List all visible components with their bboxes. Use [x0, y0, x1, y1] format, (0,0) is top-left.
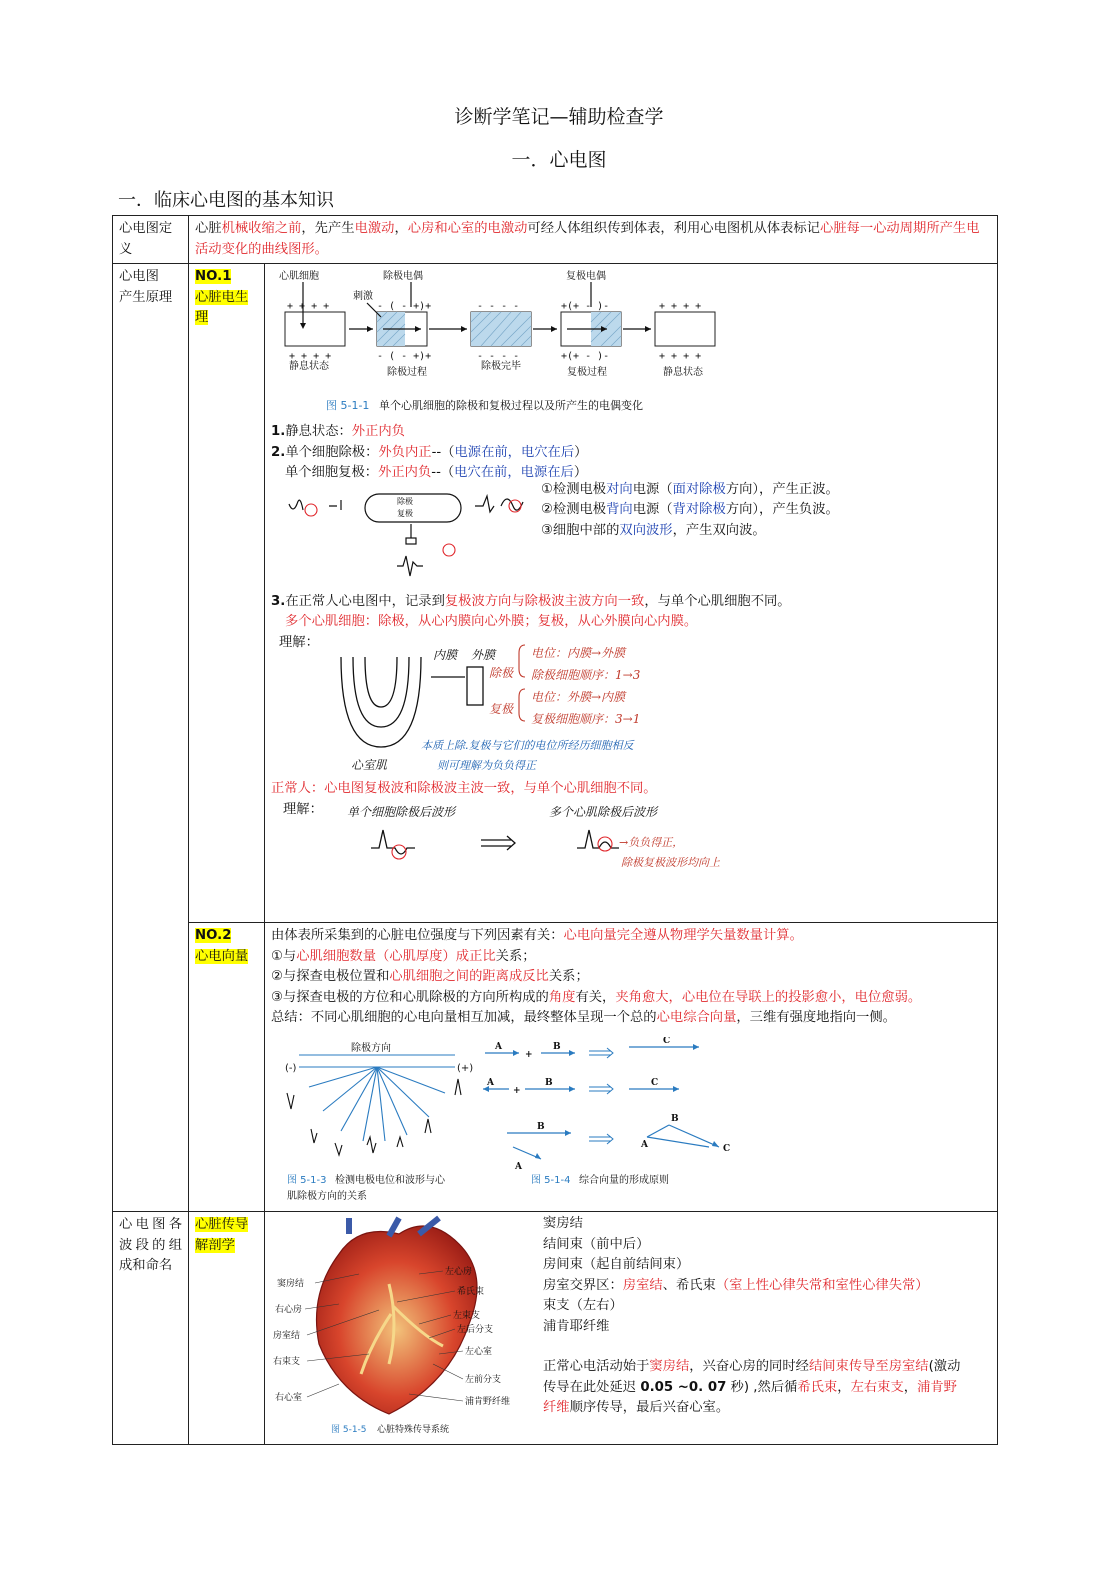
no2-content: [265, 923, 998, 1212]
fig3-pos: (+): [457, 1062, 474, 1074]
understand-label-1: 理解：: [279, 634, 319, 650]
vec-a1: A: [495, 1041, 502, 1052]
svg-text:+(+ - )-: +(+ - )-: [561, 351, 610, 362]
hand2-n2: 除极复极波形均向上: [621, 856, 720, 869]
heart-lpf: 左后分支: [457, 1325, 494, 1335]
definition-row: [113, 216, 998, 264]
vec-b4: B: [671, 1113, 679, 1124]
fig2-rep-label: 复极: [397, 508, 413, 518]
hand2-n1: →负负得正，: [619, 836, 684, 849]
fig3-dir: 除极方向: [351, 1042, 391, 1054]
fig1-caption-num: 图 5-1-1: [326, 399, 370, 412]
conduction-item-av: 房室交界区：房室结、希氏束（室上性心律失常和室性心律失常）: [543, 1277, 929, 1293]
conduction-item-sa: 窦房结: [543, 1216, 583, 1231]
conduction-text: [543, 1214, 961, 1419]
electrode-block: [271, 481, 991, 584]
hand-rep: 复极: [489, 702, 514, 716]
vector-figure: [279, 1037, 759, 1207]
vec-a3: A: [515, 1161, 522, 1172]
conduction-item-purkinje: 浦肯耶纤维: [543, 1318, 610, 1334]
fig1-label-cell: 心肌细胞: [279, 271, 319, 282]
fig3-cap1: 检测电极电位和波形与心: [335, 1174, 445, 1186]
chapter-title: 一．心电图: [511, 149, 607, 171]
vector-intro: 由体表所采集到的心脏电位强度与下列因素有关：心电向量完全遵从物理学矢量数量计算。: [271, 928, 803, 943]
fig3-cap2: 综合向量的形成原则: [579, 1174, 669, 1186]
conduction-item-bundle: 束支（左右）: [543, 1298, 623, 1313]
electrode-item-3: ③细胞中部的双向波形，产生双向波。: [541, 522, 766, 538]
vector-factor-2: ②与探查电极位置和心肌细胞之间的距离成反比关系；: [271, 969, 589, 984]
hand-r1: 电位：外膜→内膜: [531, 690, 626, 704]
heart-la: 左心房: [445, 1267, 473, 1277]
hand-inner: 内膜: [433, 648, 458, 662]
no2-cell: [189, 923, 265, 1212]
vec-b1: B: [553, 1041, 561, 1052]
no1-tag: NO.1: [195, 269, 232, 284]
svg-text:+ + + +: + + + +: [659, 301, 702, 312]
svg-text:- - - -: - - - -: [477, 301, 520, 312]
notes-table: [112, 215, 998, 1445]
conduction-summary: 正常心电活动始于窦房结，兴奋心房的同时经结间束传导至房室结(激动传导在此处延迟 0.05 ~0. 07 秒) ,然后循希氏束，左右束支，浦肯野纤维顺序传导，最后兴奋心室。: [543, 1359, 961, 1415]
vec-plus1: +: [525, 1049, 533, 1060]
vec-c4: C: [723, 1143, 731, 1154]
heart-rv: 右心室: [275, 1393, 303, 1403]
heart-av-node: 房室结: [273, 1331, 301, 1341]
vec-plus2: +: [513, 1085, 521, 1096]
conduction-content: [265, 1212, 998, 1445]
point-3: 3.在正常人心电图中，记录到复极波方向与除极波主波方向一致，与单个心肌细胞不同。: [271, 593, 791, 609]
hand-outer: 外膜: [471, 648, 496, 662]
electrode-items: [541, 480, 871, 542]
fig3-neg: (-): [285, 1062, 297, 1074]
heart-figure: [269, 1214, 529, 1438]
section-heading: 一．临床心电图的基本知识: [118, 190, 334, 211]
hand-note-1: 本质上除.复极与它们的电位所经历细胞相反: [421, 739, 634, 752]
handwritten-figure-2: [341, 802, 801, 874]
no1-content: [265, 264, 998, 923]
fig1-label-dep-dipole: 除极电偶: [383, 271, 423, 282]
svg-text:- ( - +)+: - ( - +)+: [377, 301, 432, 312]
principle-row-2: [113, 923, 998, 1212]
fig1-label-rest1: 静息状态: [289, 361, 329, 372]
no2-tag: NO.2: [195, 928, 232, 943]
fig3-cap1-num: 图 5-1-3: [287, 1174, 327, 1186]
fig1-label-rep-dipole: 复极电偶: [566, 271, 606, 282]
electrode-item-1: ①检测电极对向电源（面对除极方向），产生正波。: [541, 481, 839, 497]
vec-b2: B: [545, 1077, 553, 1088]
waves-label: 心电图各波段的组成和命名: [113, 1212, 189, 1445]
no2-title: 心电向量: [195, 948, 249, 964]
hand2-left: 单个细胞除极后波形: [347, 805, 456, 819]
hand-d1: 电位：内膜→外膜: [531, 646, 626, 660]
conduction-title: 心脏传导解剖学: [195, 1217, 249, 1253]
fig1-label-dep-done: 除极完毕: [481, 361, 521, 372]
fig1-caption: 单个心肌细胞的除极和复极过程以及所产生的电偶变化: [379, 399, 643, 412]
svg-text:+(+ - )-: +(+ - )-: [561, 301, 610, 312]
vector-factor-1: ①与心肌细胞数量（心肌厚度）成正比关系；: [271, 948, 536, 964]
heart-sa-node: 窦房结: [277, 1279, 305, 1289]
heart-ra: 右心房: [275, 1305, 303, 1315]
normal-note: 正常人：心电图复极波和除极波主波一致，与单个心肌细胞不同。: [271, 781, 657, 796]
no1-title: 心脏电生理: [195, 289, 249, 325]
principle-label: 心电图 产生原理: [113, 264, 189, 1212]
heart-fig-caption: 心脏特殊传导系统: [377, 1425, 450, 1435]
fig1-label-rest2: 静息状态: [663, 367, 703, 378]
svg-text:- ( - +)+: - ( - +)+: [377, 351, 432, 362]
heart-purkinje: 浦肯野纤维: [465, 1397, 511, 1407]
electrode-figure: [285, 484, 545, 584]
multi-cell-note: 多个心肌细胞：除极，从心内膜向心外膜；复极，从心外膜向心内膜。: [285, 614, 698, 629]
fig1-label-rep: 复极过程: [567, 367, 607, 378]
vec-a2: A: [487, 1077, 494, 1088]
electrode-item-2: ②检测电极背向电源（背对除极方向），产生负波。: [541, 502, 839, 517]
waves-row: [113, 1212, 998, 1445]
heart-fig-num: 图 5-1-5: [331, 1425, 367, 1435]
vec-c2: C: [651, 1077, 659, 1088]
vector-summary: 总结：不同心肌细胞的心电向量相互加减，最终整体呈现一个总的心电综合向量，三维有强度地指向一侧。: [271, 1010, 896, 1025]
fig1-label-stimulus: 刺激: [353, 291, 373, 302]
vec-b3: B: [537, 1121, 545, 1132]
hand-dep: 除极: [489, 666, 514, 680]
heart-his: 希氏束: [457, 1287, 485, 1297]
vec-c1: C: [663, 1036, 671, 1046]
point-2: 2.单个细胞除极：外负内正--（电源在前，电穴在后）: [271, 444, 588, 460]
fig3-cap1b: 肌除极方向的关系: [287, 1190, 367, 1202]
definition-text: 心脏机械收缩之前，先产生电激动，心房和心室的电激动可经人体组织传到体表，利用心电图机从体表标记心脏每一心动周期所产生电活动变化的曲线图形。: [189, 216, 998, 264]
understand-label-2: 理解：: [283, 801, 323, 817]
hand-r2: 复极细胞顺序：3→1: [531, 712, 641, 726]
vector-factor-3: ③与探查电极的方位和心肌除极的方向所构成的角度有关，夹角愈大，心电位在导联上的投影愈小，电位愈弱。: [271, 989, 922, 1005]
hand-heart: 心室肌: [351, 758, 388, 772]
hand-d2: 除极细胞顺序：1→3: [531, 668, 641, 682]
principle-row-1: [113, 264, 998, 923]
conduction-cell: [189, 1212, 265, 1445]
heart-lbb: 左束支: [453, 1311, 481, 1321]
depolarization-figure: [271, 267, 731, 422]
conduction-item-interatrial: 房间束（起自前结间束）: [543, 1257, 690, 1272]
hand-note-2: 则可理解为负负得正: [437, 759, 536, 772]
fig3-cap2-num: 图 5-1-4: [531, 1174, 571, 1186]
heart-laf: 左前分支: [465, 1375, 502, 1385]
hand2-right: 多个心肌除极后波形: [549, 805, 658, 819]
svg-text:+ + + +: + + + +: [289, 351, 332, 362]
svg-text:+ + + +: + + + +: [659, 351, 702, 362]
vec-a4: A: [641, 1139, 648, 1150]
heart-rbb: 右束支: [273, 1357, 301, 1367]
no1-cell: [189, 264, 265, 923]
document-title: 诊断学笔记—辅助检查学: [454, 106, 664, 128]
definition-label: 心电图定义: [113, 216, 189, 264]
svg-text:- - - -: - - - -: [477, 351, 520, 362]
heart-lv: 左心室: [465, 1347, 493, 1357]
fig1-label-dep: 除极过程: [387, 367, 427, 378]
handwritten-figure-1: [321, 637, 761, 777]
point-1: 1.静息状态：外正内负: [271, 424, 405, 439]
point-2b: 单个细胞复极：外正内负--（电穴在前，电源在后）: [285, 465, 588, 480]
svg-text:+ + + +: + + + +: [287, 301, 330, 312]
conduction-item-internodal: 结间束（前中后）: [543, 1236, 650, 1252]
fig2-dep-label: 除极: [397, 496, 413, 506]
